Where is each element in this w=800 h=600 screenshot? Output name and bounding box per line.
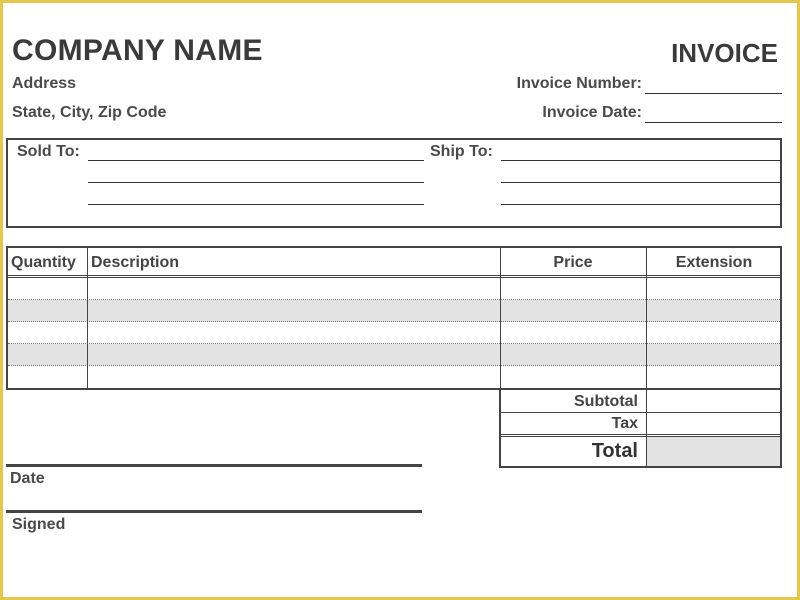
ship-to-line-3[interactable]	[501, 204, 781, 205]
subtotal-label: Subtotal	[574, 393, 638, 410]
totals-divider	[501, 434, 780, 437]
date-line[interactable]	[6, 464, 422, 467]
totals-divider	[501, 412, 780, 413]
address-label: Address	[12, 75, 77, 92]
sold-to-line-2[interactable]	[88, 182, 424, 183]
signature-line[interactable]	[6, 510, 422, 513]
totals-box	[499, 389, 782, 468]
header-separator	[8, 275, 780, 278]
sold-to-label: Sold To:	[17, 143, 80, 160]
tax-label: Tax	[611, 415, 638, 432]
total-value-cell[interactable]	[647, 437, 780, 466]
ship-to-line-2[interactable]	[501, 182, 781, 183]
invoice-number-label: Invoice Number:	[516, 75, 642, 92]
city-state-zip-label: State, City, Zip Code	[12, 104, 167, 121]
signed-label: Signed	[12, 516, 66, 533]
column-divider	[87, 248, 88, 388]
invoice-title: INVOICE	[671, 38, 778, 68]
company-name: COMPANY NAME	[12, 34, 263, 67]
date-label: Date	[10, 470, 45, 487]
column-header-price: Price	[553, 254, 593, 271]
totals-column-divider	[646, 390, 647, 466]
sold-to-line-1[interactable]	[88, 160, 424, 161]
table-row[interactable]	[8, 278, 780, 300]
table-row[interactable]	[8, 322, 780, 344]
sold-to-line-3[interactable]	[88, 204, 424, 205]
invoice-date-label: Invoice Date:	[542, 104, 642, 121]
invoice-number-field[interactable]	[645, 93, 782, 94]
ship-to-label: Ship To:	[430, 143, 493, 160]
items-table	[6, 246, 782, 390]
table-row[interactable]	[8, 366, 780, 388]
total-label: Total	[591, 440, 638, 462]
sold-ship-box	[6, 138, 782, 228]
table-row[interactable]	[8, 344, 780, 366]
table-row[interactable]	[8, 300, 780, 322]
invoice-date-field[interactable]	[645, 122, 782, 123]
column-header-extension: Extension	[675, 254, 753, 271]
column-header-description: Description	[91, 254, 180, 271]
ship-to-line-1[interactable]	[501, 160, 781, 161]
column-header-quantity: Quantity	[11, 254, 76, 271]
